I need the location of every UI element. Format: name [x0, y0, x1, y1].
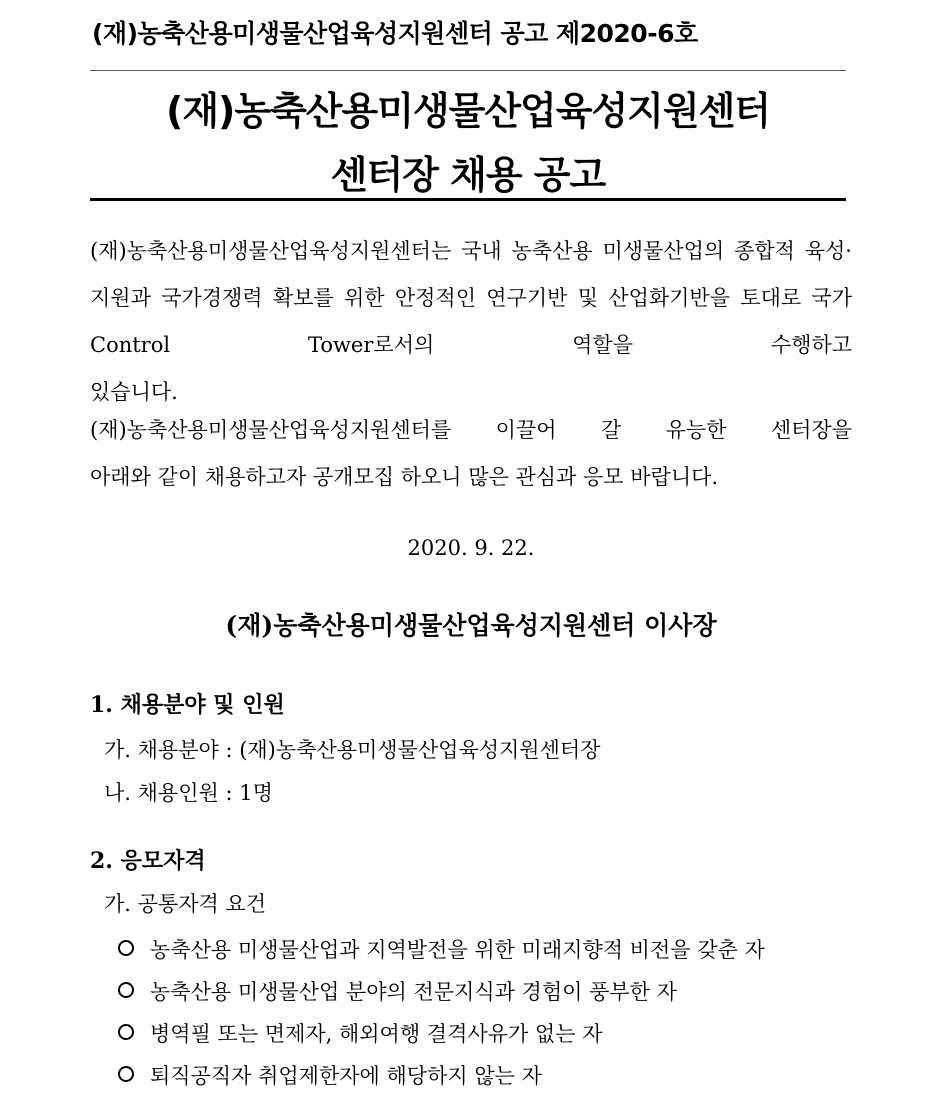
list-item: [118, 1018, 602, 1048]
intro-paragraph-1-body: (재)농축산용미생물산업육성지원센터는 국내 농축산용 미생물산업의 종합적 육성·지원과 국가경쟁력 확보를 위한 안정적인 연구기반 및 산업화기반을 토대로 국가 Control Tower로서의 역할을 수행하고: [90, 239, 852, 357]
recruit-field: 가. 채용분야 : (재)농축산용미생물산업육성지원센터장: [104, 738, 601, 762]
list-item: [118, 976, 677, 1006]
circle-bullet-icon: [118, 1024, 134, 1040]
header-divider: [90, 70, 846, 71]
page-title-announcement: 센터장 채용 공고: [330, 153, 606, 197]
intro-paragraph-1: [90, 228, 852, 416]
list-item-text: 퇴직공직자 취업제한자에 해당하지 않는 자: [150, 1064, 542, 1088]
list-item: [118, 934, 765, 964]
list-item-text: 병역필 또는 면제자, 해외여행 결격사유가 없는 자: [150, 1022, 603, 1046]
announcement-date: 2020. 9. 22.: [407, 536, 535, 560]
list-item-text: 농축산용 미생물산업 분야의 전문지식과 경험이 풍부한 자: [150, 980, 677, 1004]
notice-number: (재)농축산용미생물산업육성지원센터 공고 제2020-6호: [92, 19, 698, 48]
circle-bullet-icon: [118, 940, 134, 956]
section-1-title: 1. 채용분야 및 인원: [90, 692, 285, 718]
intro-paragraph-2-last-line: 아래와 같이 채용하고자 공개모집 하오니 많은 관심과 응모 바랍니다.: [90, 465, 719, 489]
intro-paragraph-1-last-line: 있습니다.: [90, 380, 178, 404]
signer: (재)농축산용미생물산업육성지원센터 이사장: [225, 611, 717, 640]
intro-paragraph-2-body: (재)농축산용미생물산업육성지원센터를 이끌어 갈 유능한 센터장을: [90, 418, 852, 442]
list-item-text: 농축산용 미생물산업과 지역발전을 위한 미래지향적 비전을 갖춘 자: [150, 938, 765, 962]
title-divider: [90, 198, 846, 201]
intro-paragraph-2: [90, 407, 852, 501]
circle-bullet-icon: [118, 982, 134, 998]
common-qualification-subtitle: 가. 공통자격 요건: [104, 892, 267, 916]
circle-bullet-icon: [118, 1066, 134, 1082]
section-2-title: 2. 응모자격: [90, 848, 206, 874]
recruit-count: 나. 채용인원 : 1명: [104, 781, 273, 805]
list-item: [118, 1060, 542, 1090]
page-title-organization: (재)농축산용미생물산업육성지원센터: [165, 89, 771, 133]
